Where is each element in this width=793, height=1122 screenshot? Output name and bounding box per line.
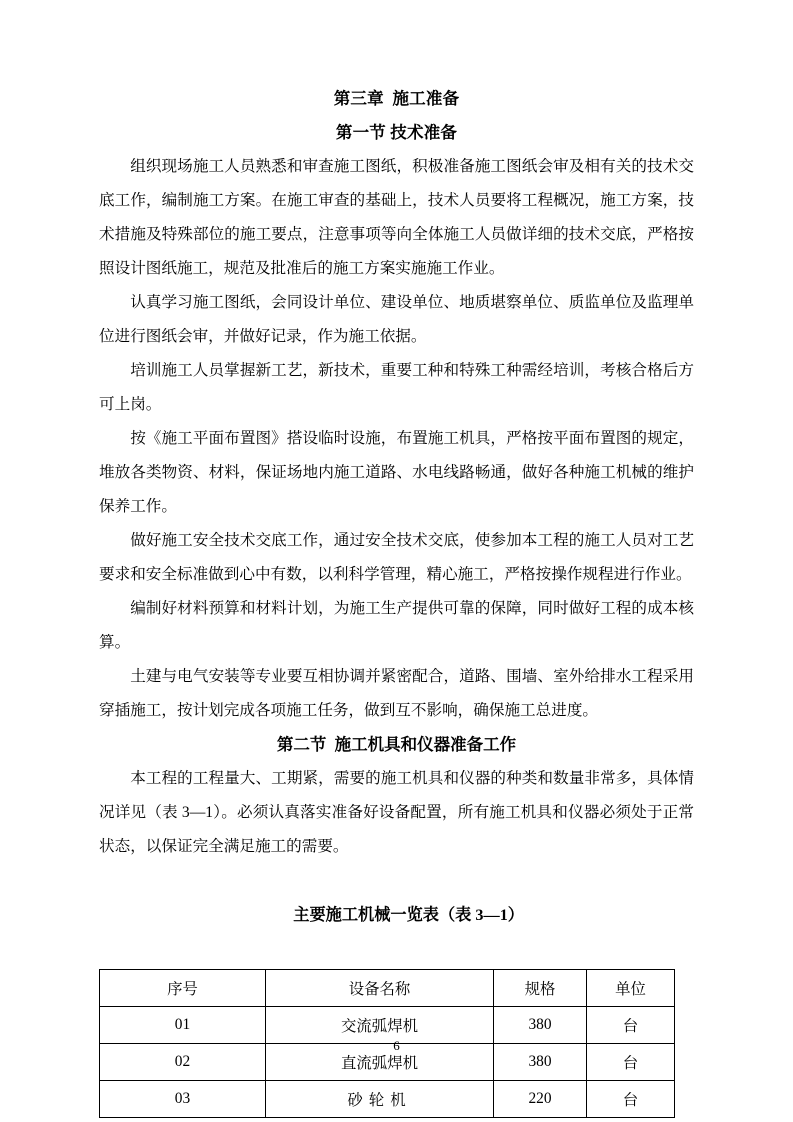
paragraph: 组织现场施工人员熟悉和审查施工图纸，积极准备施工图纸会审及相有关的技术交底工作，编制施工方案。在施工审查的基础上，技术人员要将工程概况，施工方案，技术措施及特殊部位的施工要点，注意事项等向全体施工人员做详细的技术交底，严格按照设计图纸施工，规范及批准后的施工方案实施施工作业。 <box>99 158 694 277</box>
table-row <box>100 1081 675 1118</box>
table-caption-number: 3—1） <box>471 906 524 924</box>
paragraph: 做好施工安全技术交底工作，通过安全技术交底，使参加本工程的施工人员对工艺要求和安全标准做到心中有数，以利科学管理，精心施工，严格按操作规程进行作业。 <box>99 532 694 583</box>
column-header-spec: 规格 <box>494 970 587 1007</box>
paragraph: 认真学习施工图纸，会同设计单位、建设单位、地质堪察单位、质监单位及监理单位进行图纸会审，并做好记录，作为施工依据。 <box>99 294 694 345</box>
cell-unit: 台 <box>587 1081 675 1118</box>
cell-name: 直流弧焊机 <box>266 1044 494 1081</box>
section-two-title: 第二节 施工机具和仪器准备工作 <box>276 735 517 754</box>
section-one-title: 第一节 技术准备 <box>335 123 458 142</box>
column-header-no: 序号 <box>100 970 266 1007</box>
paragraph: 按《施工平面布置图》搭设临时设施，布置施工机具，严格按平面布置图的规定，堆放各类物资、材料，保证场地内施工道路、水电线路畅通，做好各种施工机械的维护保养工作。 <box>99 430 694 515</box>
cell-name: 交流弧焊机 <box>266 1007 494 1044</box>
column-header-name: 设备名称 <box>266 970 494 1007</box>
cell-spec: 220 <box>494 1081 587 1118</box>
page-number: 6 <box>393 1038 400 1053</box>
cell-no: 02 <box>100 1044 266 1081</box>
cell-no: 01 <box>100 1007 266 1044</box>
cell-spec: 380 <box>494 1007 587 1044</box>
chapter-title: 第三章 施工准备 <box>333 89 460 108</box>
cell-unit: 台 <box>587 1044 675 1081</box>
paragraph: 本工程的工程量大、工期紧，需要的施工机具和仪器的种类和数量非常多，具体情况详见（表 3—1）。必须认真落实准备好设备配置，所有施工机具和仪器必须处于正常状态，以保证完全满足施工的需要。 <box>99 770 694 855</box>
paragraph: 培训施工人员掌握新工艺，新技术，重要工种和特殊工种需经培训，考核合格后方可上岗。 <box>99 362 694 413</box>
cell-no: 03 <box>100 1081 266 1118</box>
document-body <box>99 82 694 1118</box>
table-caption-text: 主要施工机械一览表（表 <box>293 906 472 924</box>
cell-name: 砂轮机 <box>266 1081 494 1118</box>
paragraph: 土建与电气安装等专业要互相协调并紧密配合，道路、围墙、室外给排水工程采用穿插施工，按计划完成各项施工任务，做到互不影响，确保施工总进度。 <box>99 668 694 719</box>
cell-unit: 台 <box>587 1007 675 1044</box>
cell-spec: 380 <box>494 1044 587 1081</box>
table-caption <box>99 864 694 966</box>
table-header-row <box>100 970 675 1007</box>
paragraph: 编制好材料预算和材料计划，为施工生产提供可靠的保障，同时做好工程的成本核算。 <box>99 600 694 651</box>
column-header-unit: 单位 <box>587 970 675 1007</box>
